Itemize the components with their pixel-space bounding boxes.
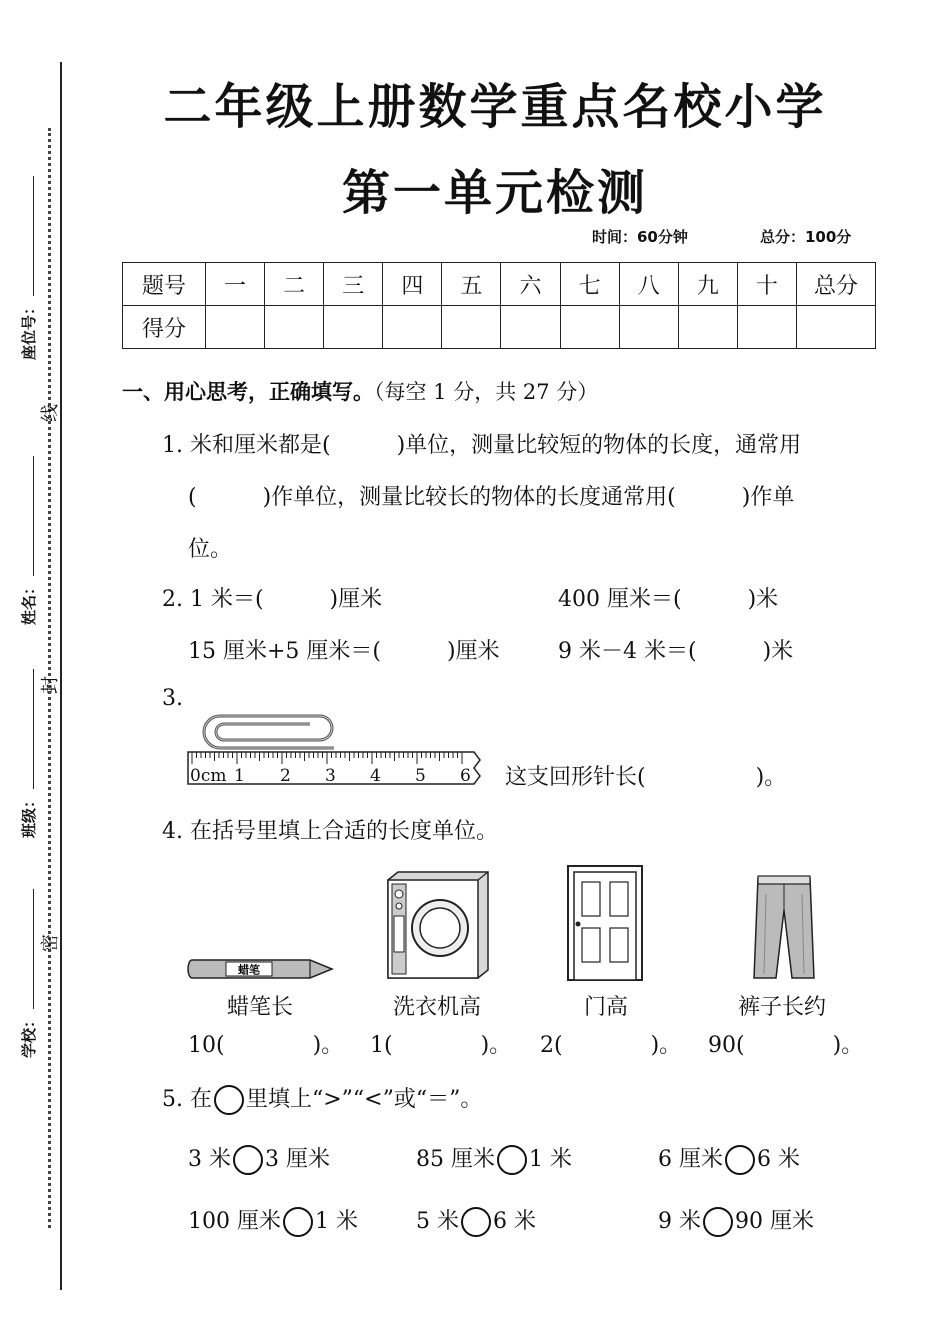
side-char-secret: 密 xyxy=(40,934,61,952)
score-cell[interactable] xyxy=(560,306,619,349)
score-table xyxy=(122,262,876,349)
q2-a: 2. 1 米＝( )厘米 xyxy=(162,587,383,612)
q5-item xyxy=(188,1204,358,1237)
score-header-cell: 五 xyxy=(442,263,501,306)
q5-left: 85 厘米 xyxy=(416,1147,495,1172)
score-cell[interactable] xyxy=(206,306,265,349)
score-header-cell: 总分 xyxy=(797,263,876,306)
q5-right: 6 米 xyxy=(757,1147,800,1172)
compare-circle[interactable] xyxy=(233,1145,263,1175)
score-header-cell: 题号 xyxy=(123,263,206,306)
crayon-icon xyxy=(186,956,336,982)
seat-label: 座位号： xyxy=(20,299,38,360)
q5-left: 5 米 xyxy=(416,1209,459,1234)
section-1-heading xyxy=(122,376,598,406)
q5-left: 6 厘米 xyxy=(658,1147,723,1172)
q5-right: 90 厘米 xyxy=(735,1209,814,1234)
compare-circle[interactable] xyxy=(461,1207,491,1237)
q4-stem: 4. 在括号里填上合适的长度单位。 xyxy=(162,819,498,844)
q4-caption-washer: 洗衣机高 xyxy=(392,995,481,1020)
q2-c: 15 厘米+5 厘米＝( )厘米 xyxy=(188,639,500,664)
compare-circle[interactable] xyxy=(497,1145,527,1175)
school-field[interactable] xyxy=(18,889,39,1058)
score-header-cell: 三 xyxy=(324,263,383,306)
q2-b: 400 厘米＝( )米 xyxy=(558,587,779,612)
q4-answer-door: 2( )。 xyxy=(540,1033,682,1058)
score-cell[interactable] xyxy=(324,306,383,349)
score-cell[interactable] xyxy=(265,306,324,349)
ruler-label: 4 xyxy=(370,766,381,786)
time-info: 时间：60分钟 xyxy=(592,228,688,246)
score-header-cell: 六 xyxy=(501,263,560,306)
q1-line2: ( )作单位，测量比较长的物体的长度通常用( )作单 xyxy=(188,485,795,510)
ruler-label: 6 xyxy=(460,766,471,786)
q4-caption-pants: 裤子长约 xyxy=(737,995,826,1020)
score-header-cell: 七 xyxy=(560,263,619,306)
q4-answer-washer: 1( )。 xyxy=(370,1033,512,1058)
q5-item xyxy=(658,1142,800,1175)
q5-right: 3 厘米 xyxy=(265,1147,330,1172)
q2-d: 9 米－4 米＝( )米 xyxy=(558,639,794,664)
score-row xyxy=(123,306,876,349)
score-header-cell: 四 xyxy=(383,263,442,306)
q5-right: 6 米 xyxy=(493,1209,536,1234)
q5-right: 1 米 xyxy=(315,1209,358,1234)
q5-item xyxy=(658,1204,814,1237)
score-header-row xyxy=(123,263,876,306)
ruler-label: 0cm xyxy=(190,766,227,786)
q5-item xyxy=(188,1142,330,1175)
side-char-line: 线 xyxy=(40,404,61,422)
class-field[interactable] xyxy=(18,669,39,838)
q3-text: 这支回形针长( )。 xyxy=(505,765,787,790)
q3-number: 3. xyxy=(162,686,183,711)
door-icon xyxy=(566,864,646,984)
total-info: 总分：100分 xyxy=(760,228,852,246)
q5-stem-a: 5. 在 xyxy=(162,1087,212,1112)
score-cell[interactable] xyxy=(442,306,501,349)
score-header-cell: 十 xyxy=(737,263,796,306)
name-field[interactable] xyxy=(18,456,39,625)
ruler-figure xyxy=(184,708,484,788)
q5-stem xyxy=(162,1082,482,1115)
score-row-label: 得分 xyxy=(123,306,206,349)
q4-caption-crayon: 蜡笔长 xyxy=(226,995,293,1020)
score-cell[interactable] xyxy=(501,306,560,349)
circle-icon xyxy=(214,1085,244,1115)
q5-left: 9 米 xyxy=(658,1209,701,1234)
q5-item xyxy=(416,1204,536,1237)
school-label: 学校： xyxy=(20,1012,38,1058)
score-header-cell: 一 xyxy=(206,263,265,306)
score-cell[interactable] xyxy=(619,306,678,349)
q5-left: 3 米 xyxy=(188,1147,231,1172)
ruler-label: 2 xyxy=(280,766,291,786)
q5-stem-b: 里填上“>”“<”或“＝”。 xyxy=(245,1087,483,1112)
ruler-label: 3 xyxy=(325,766,336,786)
score-cell[interactable] xyxy=(678,306,737,349)
q1-line3: 位。 xyxy=(188,537,233,562)
q5-right: 1 米 xyxy=(529,1147,572,1172)
class-label: 班级： xyxy=(20,792,38,838)
side-char-seal: 封 xyxy=(40,676,61,694)
pants-icon xyxy=(752,874,816,982)
score-header-cell: 九 xyxy=(678,263,737,306)
q4-caption-door: 门高 xyxy=(583,995,628,1020)
ruler-label: 5 xyxy=(415,766,426,786)
score-header-cell: 二 xyxy=(265,263,324,306)
score-cell[interactable] xyxy=(797,306,876,349)
q4-answer-crayon: 10( )。 xyxy=(188,1033,344,1058)
page-title: 二年级上册数学重点名校小学 xyxy=(163,79,827,135)
compare-circle[interactable] xyxy=(703,1207,733,1237)
q5-left: 100 厘米 xyxy=(188,1209,281,1234)
section-1-note: （每空 1 分，共 27 分） xyxy=(374,380,599,404)
washing-machine-icon xyxy=(384,870,490,980)
score-header-cell: 八 xyxy=(619,263,678,306)
page-subtitle: 第一单元检测 xyxy=(341,165,648,221)
ruler-label: 1 xyxy=(234,766,245,786)
paperclip-icon xyxy=(204,716,334,748)
name-label: 姓名： xyxy=(20,579,38,625)
q4-answer-pants: 90( )。 xyxy=(708,1033,864,1058)
section-1-title: 一、用心思考，正确填写。 xyxy=(122,380,374,404)
crayon-label: 蜡笔 xyxy=(238,963,260,977)
q5-item xyxy=(416,1142,572,1175)
compare-circle[interactable] xyxy=(725,1145,755,1175)
compare-circle[interactable] xyxy=(283,1207,313,1237)
score-cell[interactable] xyxy=(737,306,796,349)
score-cell[interactable] xyxy=(383,306,442,349)
q1-line1: 1. 米和厘米都是( )单位，测量比较短的物体的长度，通常用 xyxy=(162,433,802,458)
